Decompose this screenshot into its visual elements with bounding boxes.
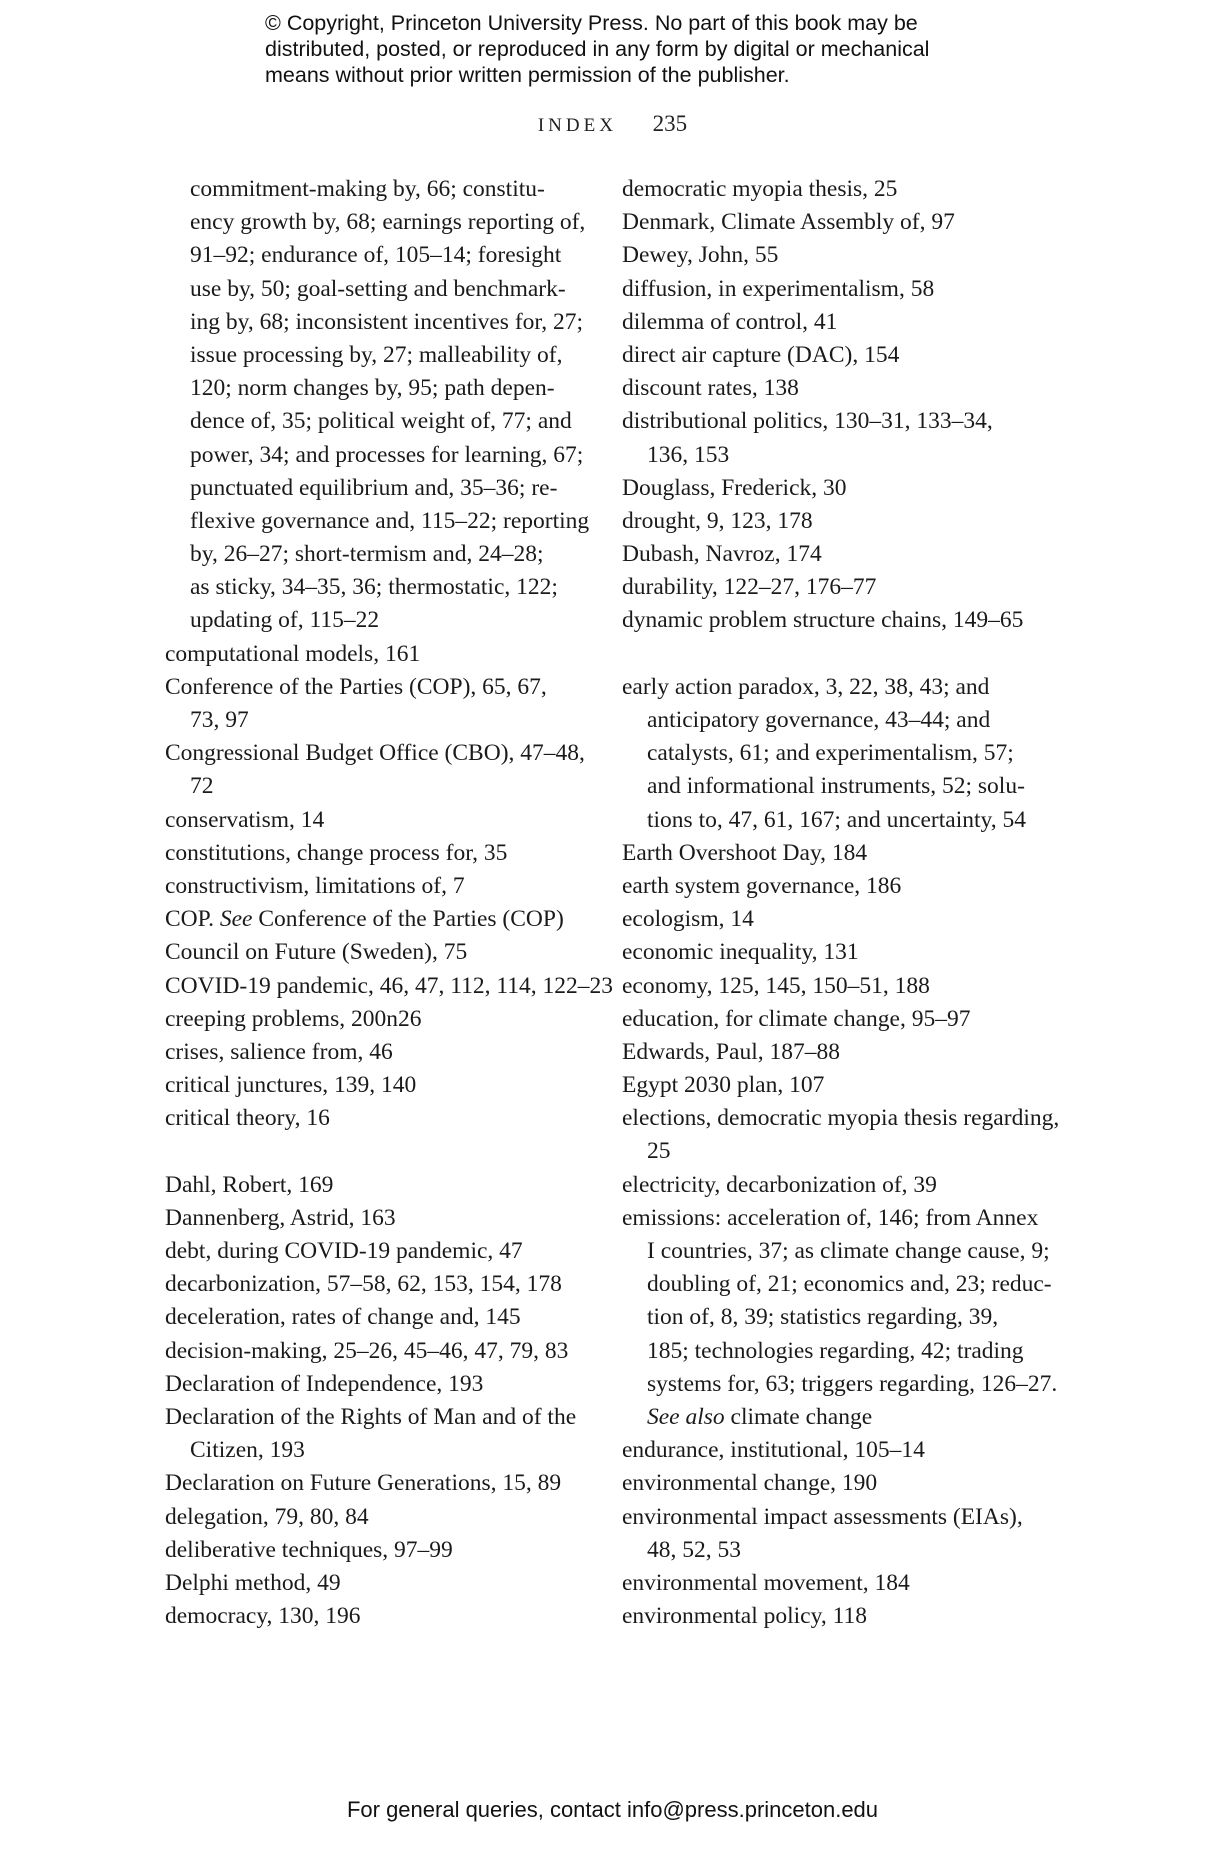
page-number: 235: [652, 111, 688, 136]
index-entry-line: ency growth by, 68; earnings reporting of,: [190, 209, 586, 236]
index-entry-line: power, 34; and processes for learning, 67;: [190, 441, 584, 468]
index-entry-line: electricity, decarbonization of, 39: [622, 1171, 937, 1198]
index-entry-line: ecologism, 14: [622, 906, 754, 933]
index-entry-line: Douglass, Frederick, 30: [622, 474, 847, 501]
index-entry-line: endurance, institutional, 105–14: [622, 1437, 925, 1464]
index-entry-line: issue processing by, 27; malleability of,: [190, 341, 563, 368]
index-entry-line: environmental movement, 184: [622, 1569, 910, 1596]
index-entry-line: durability, 122–27, 176–77: [622, 574, 877, 601]
index-entry-line: COVID-19 pandemic, 46, 47, 112, 114, 122–23: [165, 972, 613, 999]
index-entry-line: Delphi method, 49: [165, 1569, 341, 1596]
copyright-line: © Copyright, Princeton University Press. No part of this book may be: [265, 11, 918, 35]
index-entry-line: environmental policy, 118: [622, 1603, 867, 1630]
index-entry-line: constructivism, limitations of, 7: [165, 872, 465, 899]
index-entry-line: use by, 50; goal-setting and benchmark-: [190, 275, 566, 302]
index-entry-line: economic inequality, 131: [622, 939, 859, 966]
index-entry-line: Denmark, Climate Assembly of, 97: [622, 209, 955, 236]
index-entry-line: delegation, 79, 80, 84: [165, 1503, 369, 1530]
index-entry-line: Dubash, Navroz, 174: [622, 541, 822, 568]
index-entry-line: punctuated equilibrium and, 35–36; re-: [190, 474, 558, 501]
index-entry-line: updating of, 115–22: [190, 607, 380, 634]
index-entry-line: ing by, 68; inconsistent incentives for, 27;: [190, 308, 584, 335]
index-entry-line: Declaration of the Rights of Man and of the: [165, 1403, 577, 1430]
index-entry-line: Citizen, 193: [190, 1437, 305, 1464]
index-entry-line: 25: [647, 1138, 671, 1165]
index-entry-line: See also climate change: [647, 1403, 873, 1430]
index-entry-line: early action paradox, 3, 22, 38, 43; and: [622, 673, 990, 700]
index-entry-line: by, 26–27; short-termism and, 24–28;: [190, 541, 544, 568]
index-entry-line: constitutions, change process for, 35: [165, 839, 508, 866]
index-entry-line: creeping problems, 200n26: [165, 1005, 422, 1032]
index-entry-line: conservatism, 14: [165, 806, 325, 833]
index-entry-line: 73, 97: [190, 707, 249, 733]
copyright-line: distributed, posted, or reproduced in any form by digital or mechanical: [265, 37, 930, 61]
index-entry-line: emissions: acceleration of, 146; from Annex: [622, 1204, 1039, 1231]
index-entry-line: Conference of the Parties (COP), 65, 67,: [165, 673, 547, 700]
index-entry-line: Dahl, Robert, 169: [165, 1171, 334, 1198]
index-entry-line: distributional politics, 130–31, 133–34,: [622, 408, 993, 435]
index-entry-line: discount rates, 138: [622, 375, 799, 402]
index-entry-line: flexive governance and, 115–22; reporting: [190, 507, 590, 534]
index-entry-line: debt, during COVID-19 pandemic, 47: [165, 1238, 523, 1264]
index-entry-line: critical junctures, 139, 140: [165, 1072, 417, 1099]
index-entry-line: 72: [190, 773, 214, 800]
index-entry-line: education, for climate change, 95–97: [622, 1005, 971, 1032]
index-entry-line: economy, 125, 145, 150–51, 188: [622, 972, 930, 999]
index-entry-line: doubling of, 21; economics and, 23; reduc-: [647, 1271, 1052, 1298]
index-entry-line: I countries, 37; as climate change cause, 9;: [647, 1238, 1050, 1264]
index-entry-line: tion of, 8, 39; statistics regarding, 39,: [647, 1304, 999, 1331]
index-entry-line: crises, salience from, 46: [165, 1038, 393, 1065]
index-entry-line: Edwards, Paul, 187–88: [622, 1038, 841, 1065]
index-entry-line: Dewey, John, 55: [622, 242, 779, 269]
index-entry-line: 48, 52, 53: [647, 1536, 741, 1563]
index-column-left: [165, 173, 613, 1633]
running-head-label: INDEX: [537, 115, 617, 136]
index-entry-line: direct air capture (DAC), 154: [622, 341, 900, 368]
index-entry-line: 120; norm changes by, 95; path depen-: [190, 375, 555, 402]
index-entry-line: systems for, 63; triggers regarding, 126–27.: [647, 1370, 1058, 1397]
index-column-right: [622, 173, 1062, 1633]
footer-contact: For general queries, contact info@press.princeton.edu: [346, 1797, 879, 1822]
running-head: [0, 111, 1225, 137]
index-entry-line: decarbonization, 57–58, 62, 153, 154, 178: [165, 1271, 562, 1298]
index-entry-line: Dannenberg, Astrid, 163: [165, 1204, 396, 1231]
index-entry-line: deliberative techniques, 97–99: [165, 1536, 453, 1563]
index-entry-line: dence of, 35; political weight of, 77; and: [190, 408, 572, 435]
index-entry-line: as sticky, 34–35, 36; thermostatic, 122;: [190, 574, 558, 601]
index-entry-line: catalysts, 61; and experimentalism, 57;: [647, 740, 1014, 767]
index-entry-line: Declaration of Independence, 193: [165, 1370, 484, 1397]
index-entry-line: earth system governance, 186: [622, 872, 902, 899]
index-entry-line: computational models, 161: [165, 640, 421, 667]
index-entry-line: environmental impact assessments (EIAs),: [622, 1503, 1023, 1530]
index-entry-line: 91–92; endurance of, 105–14; foresight: [190, 242, 562, 269]
index-entry-line: diffusion, in experimentalism, 58: [622, 275, 935, 302]
index-entry-line: 185; technologies regarding, 42; trading: [647, 1337, 1024, 1364]
index-entry-line: democratic myopia thesis, 25: [622, 176, 898, 202]
index-entry-line: democracy, 130, 196: [165, 1603, 361, 1630]
index-entry-line: Earth Overshoot Day, 184: [622, 839, 868, 866]
index-entry-line: environmental change, 190: [622, 1470, 878, 1497]
index-entry-line: decision-making, 25–26, 45–46, 47, 79, 83: [165, 1337, 569, 1364]
copyright-notice: [265, 10, 1025, 88]
index-entry-line: 136, 153: [647, 441, 730, 468]
index-entry-line: and informational instruments, 52; solu-: [647, 773, 1025, 800]
index-entry-line: drought, 9, 123, 178: [622, 507, 813, 534]
index-entry-line: COP. See Conference of the Parties (COP): [165, 906, 564, 933]
index-entry-line: elections, democratic myopia thesis regarding,: [622, 1105, 1060, 1132]
index-entry-line: anticipatory governance, 43–44; and: [647, 707, 991, 733]
index-entry-line: Council on Future (Sweden), 75: [165, 939, 468, 966]
index-entry-line: dynamic problem structure chains, 149–65: [622, 607, 1024, 634]
index-entry-line: Egypt 2030 plan, 107: [622, 1072, 825, 1099]
index-entry-line: Congressional Budget Office (CBO), 47–48,: [165, 740, 585, 767]
index-spacer: [165, 1135, 605, 1168]
index-entry-line: deceleration, rates of change and, 145: [165, 1304, 521, 1331]
index-entry-line: dilemma of control, 41: [622, 308, 838, 335]
index-entry-line: critical theory, 16: [165, 1105, 330, 1132]
index-entry-line: commitment-making by, 66; constitu-: [190, 176, 545, 202]
copyright-line: means without prior written permission of the publisher.: [265, 63, 790, 87]
index-spacer: [622, 638, 1062, 671]
index-entry-line: tions to, 47, 61, 167; and uncertainty, 54: [647, 806, 1026, 833]
index-entry-line: Declaration on Future Generations, 15, 89: [165, 1470, 562, 1497]
